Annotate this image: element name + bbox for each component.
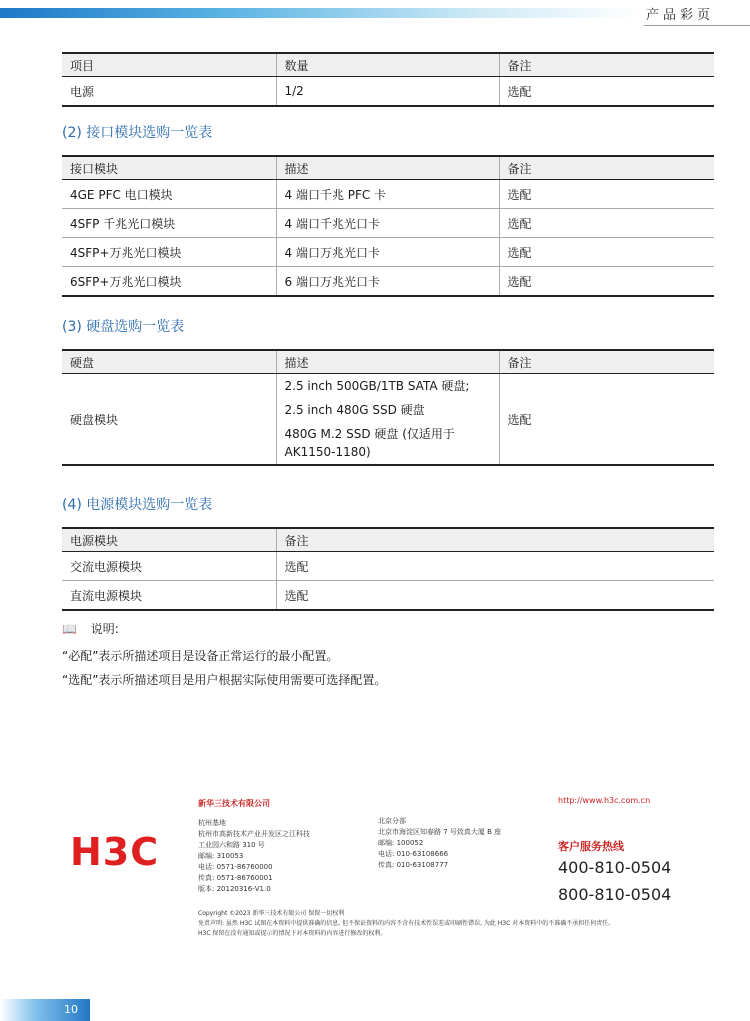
beijing-address (378, 816, 501, 871)
table-row (62, 77, 714, 107)
copyright-line: Copyright ©2023 新华三技术有限公司 保留一切权利 (198, 910, 345, 917)
table-header-cell: 接口模块 (62, 156, 276, 180)
table-header-cell: 数量 (276, 53, 499, 77)
table-cell-description (276, 374, 499, 466)
copyright-line: 免责声明: 虽然 H3C 试图在本资料中提供准确的信息, 但不保证资料的内容不含有技术性误差或印刷性错误, 为此 H3C 对本资料中的不准确不承担任何责任。 (198, 920, 615, 927)
table-header-row (62, 156, 714, 180)
table-cell: 6SFP+万兆光口模块 (62, 267, 276, 297)
hangzhou-address (198, 818, 310, 895)
notes-heading-label: 说明: (90, 622, 119, 636)
table-header-cell: 描述 (276, 350, 499, 374)
table-header-cell: 备注 (499, 53, 714, 77)
table-header-cell: 电源模块 (62, 528, 276, 552)
table-cell: 选配 (499, 77, 714, 107)
address-line: 电话: 010-63108666 (378, 850, 449, 858)
header-rule (644, 25, 750, 26)
hotline-number: 400-810-0504 (558, 858, 672, 877)
table-row (62, 209, 714, 238)
table-cell: 6 端口万兆光口卡 (276, 267, 499, 297)
address-line: 传真: 0571-86760001 (198, 874, 273, 882)
disk-table (62, 349, 714, 466)
page-number: 10 (64, 1003, 78, 1016)
desc-line: 480G M.2 SSD 硬盘 (仅适用于 AK1150-1180) (284, 427, 455, 459)
copyright-line: H3C 保留在没有通知或提示的情况下对本资料的内容进行修改的权利。 (198, 930, 387, 937)
note-line: “必配”表示所描述项目是设备正常运行的最小配置。 (62, 649, 339, 663)
table-cell: 选配 (499, 180, 714, 209)
table-cell: 1/2 (276, 77, 499, 107)
company-name: 新华三技术有限公司 (198, 799, 270, 808)
table-cell: 交流电源模块 (62, 552, 276, 581)
table-header-cell: 项目 (62, 53, 276, 77)
top-header (0, 0, 750, 26)
interface-module-table (62, 155, 714, 297)
table-cell: 选配 (499, 267, 714, 297)
table-cell: 选配 (276, 581, 714, 611)
table-cell: 选配 (276, 552, 714, 581)
power-quantity-table (62, 52, 714, 107)
table-row (62, 552, 714, 581)
table-cell: 选配 (499, 374, 714, 466)
address-line: 传真: 010-63108777 (378, 861, 449, 869)
table-cell: 4SFP+万兆光口模块 (62, 238, 276, 267)
table-header-cell: 备注 (499, 156, 714, 180)
table-header-cell: 硬盘 (62, 350, 276, 374)
address-line: 邮编: 100052 (378, 839, 424, 847)
section-title-power-modules: (4) 电源模块选购一览表 (62, 497, 213, 513)
power-module-table (62, 527, 714, 611)
website-link[interactable]: http://www.h3c.com.cn (558, 796, 651, 805)
table-row (62, 180, 714, 209)
table-cell: 4 端口千兆光口卡 (276, 209, 499, 238)
table-cell: 电源 (62, 77, 276, 107)
address-line: 杭州基地 (198, 819, 226, 827)
table-row (62, 267, 714, 297)
book-icon: 📖 (62, 622, 77, 636)
table-row (62, 581, 714, 611)
table-cell: 4SFP 千兆光口模块 (62, 209, 276, 238)
address-line: 北京分部 (378, 817, 406, 825)
table-header-row (62, 528, 714, 552)
address-line: 邮编: 310053 (198, 852, 244, 860)
table-header-cell: 备注 (499, 350, 714, 374)
table-cell: 4 端口千兆 PFC 卡 (276, 180, 499, 209)
copyright-notice (198, 909, 614, 939)
section-title-disks: (3) 硬盘选购一览表 (62, 319, 185, 335)
table-row (62, 238, 714, 267)
table-cell: 4 端口万兆光口卡 (276, 238, 499, 267)
header-gradient-bar (0, 8, 640, 18)
h3c-logo: H3C (70, 830, 160, 874)
desc-line: 2.5 inch 480G SSD 硬盘 (284, 403, 425, 417)
header-title: 产品彩页 (645, 8, 714, 23)
table-header-row (62, 350, 714, 374)
notes-heading (62, 620, 119, 637)
table-cell: 4GE PFC 电口模块 (62, 180, 276, 209)
section-title-interface-modules: (2) 接口模块选购一览表 (62, 125, 213, 141)
table-cell: 选配 (499, 238, 714, 267)
table-header-cell: 备注 (276, 528, 714, 552)
table-cell: 直流电源模块 (62, 581, 276, 611)
table-cell: 选配 (499, 209, 714, 238)
table-cell: 硬盘模块 (62, 374, 276, 466)
address-line: 北京市海淀区知春路 7 号致真大厦 B 座 (378, 828, 502, 836)
address-line: 杭州市高新技术产业开发区之江科技 (198, 830, 310, 838)
address-line: 电话: 0571-86760000 (198, 863, 273, 871)
desc-line: 2.5 inch 500GB/1TB SATA 硬盘; (284, 379, 470, 393)
hotline-number: 800-810-0504 (558, 885, 672, 904)
table-row (62, 374, 714, 466)
note-line: “选配”表示所描述项目是用户根据实际使用需要可选择配置。 (62, 673, 387, 687)
address-line: 工业园六和路 310 号 (198, 841, 265, 849)
table-header-cell: 描述 (276, 156, 499, 180)
table-header-row (62, 53, 714, 77)
company-footer (0, 790, 750, 950)
page-number-bar (0, 999, 90, 1021)
hotline-title: 客户服务热线 (558, 840, 624, 853)
address-line: 版本: 20120316-V1.0 (198, 885, 271, 893)
